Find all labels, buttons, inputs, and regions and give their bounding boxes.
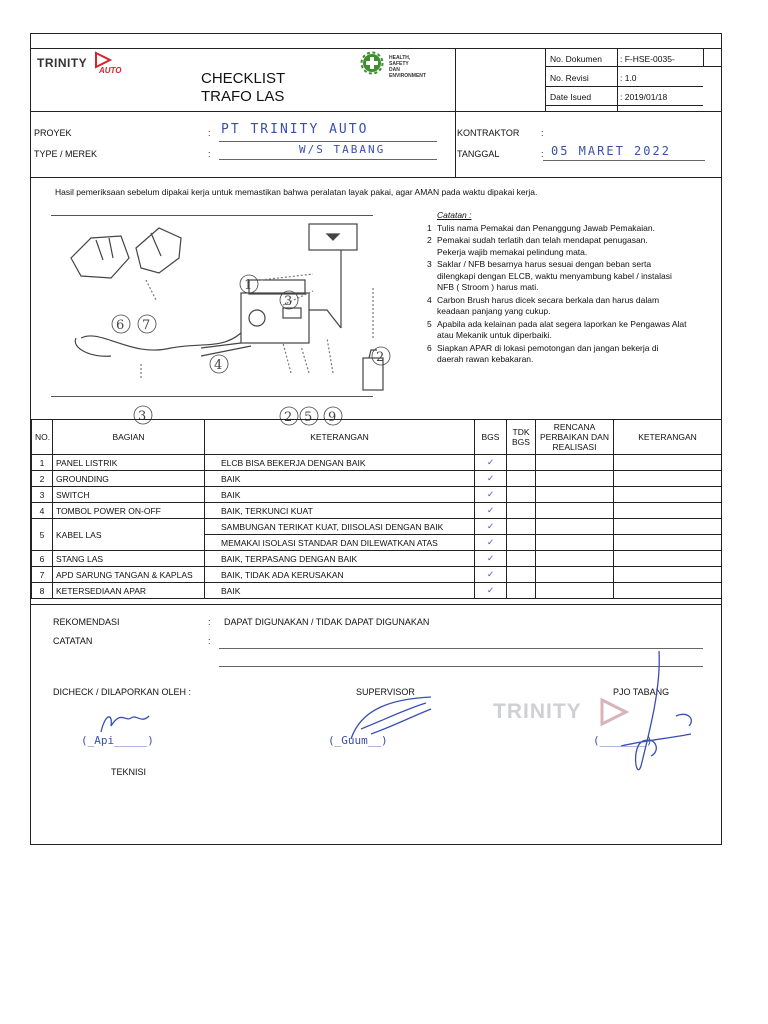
- company-stamp: TRINITY: [493, 700, 582, 723]
- title-line-1: CHECKLIST: [201, 70, 286, 87]
- pjo-sign-name: (_______): [593, 734, 653, 747]
- row-keterangan: BAIK: [205, 583, 475, 599]
- intro-text: Hasil pemeriksaan sebelum dipakai kerja untuk memastikan bahwa peralatan layak pakai, agar AMAN pada waktu dipakai kerja.: [55, 187, 538, 197]
- row-bgs-tick: ✓: [475, 455, 507, 471]
- row-keterangan-2: [614, 471, 722, 487]
- hse-logo: [361, 52, 426, 79]
- footer-divider: [31, 604, 721, 605]
- notes-block: [427, 210, 719, 366]
- row-bgs-tick: ✓: [475, 503, 507, 519]
- row-rencana: [536, 567, 614, 583]
- row-bgs-tick: ✓: [475, 551, 507, 567]
- diagram-label-3a: 3: [284, 294, 293, 309]
- row-tdk-bgs: [507, 535, 536, 551]
- header-hline-1: [545, 66, 721, 67]
- trinity-logo-text: TRINITY: [37, 56, 88, 70]
- row-tdk-bgs: [507, 487, 536, 503]
- header-vline-4: [703, 48, 704, 66]
- doc-number-label: No. Dokumen: [550, 54, 602, 64]
- note-line: dilengkapi dengan ELCB, waktu menyambung kabel / instalasi: [437, 270, 672, 281]
- note-item: [427, 235, 719, 258]
- hse-gear-icon: [361, 52, 383, 74]
- project-vline: [455, 111, 456, 177]
- note-number: 1: [427, 222, 432, 233]
- supervisor-sign-name: (_Guum__): [328, 734, 388, 747]
- pjo-label: PJO TABANG: [613, 687, 670, 697]
- diagram-label-2b: 2: [284, 410, 293, 425]
- row-keterangan: BAIK, TERKUNCI KUAT: [205, 503, 475, 519]
- note-line: atau Mekanik untuk diperbaiki.: [437, 330, 552, 340]
- row-bgs-tick: ✓: [475, 471, 507, 487]
- note-line: keadaan panjang yang cukup.: [437, 306, 551, 316]
- note-line: Tulis nama Pemakai dan Penanggung Jawab Pemakaian.: [437, 222, 655, 233]
- row-no: 5: [32, 519, 53, 551]
- row-keterangan-2: [614, 583, 722, 599]
- tanggal-colon: :: [541, 149, 544, 159]
- row-no: 6: [32, 551, 53, 567]
- header-hline-2: [545, 86, 703, 87]
- row-tdk-bgs: [507, 567, 536, 583]
- table-body: [32, 455, 722, 599]
- note-line: Apabila ada kelainan pada alat segera laporkan ke Pengawas Alat: [437, 318, 687, 329]
- note-item: [427, 259, 719, 294]
- row-bgs-tick: ✓: [475, 567, 507, 583]
- note-line: Siapkan APAR di lokasi pemotongan dan jangan bekerja di: [437, 342, 659, 353]
- table-row: [32, 583, 722, 599]
- row-keterangan-2: [614, 455, 722, 471]
- row-keterangan: BAIK: [205, 471, 475, 487]
- row-bagian: KABEL LAS: [53, 519, 205, 551]
- row-bgs-tick: ✓: [475, 519, 507, 535]
- row-no: 3: [32, 487, 53, 503]
- note-line: NFB ( Stroom ) harus mati.: [437, 282, 539, 292]
- row-bagian: GROUNDING: [53, 471, 205, 487]
- project-divider: [31, 177, 721, 178]
- table-row: [32, 551, 722, 567]
- teknisi-sign-name: (_Api_____): [81, 734, 154, 747]
- proyek-underline: [219, 141, 437, 142]
- row-bagian: APD SARUNG TANGAN & KAPLAS: [53, 567, 205, 583]
- tanggal-value: 05 MARET 2022: [551, 144, 671, 158]
- revision-value: : 1.0: [620, 73, 637, 83]
- notes-title: Catatan :: [437, 210, 472, 220]
- diagram-label-3b: 3: [138, 409, 147, 424]
- form-title: [201, 70, 285, 106]
- diagram-label-6: 6: [116, 318, 125, 333]
- type-label: TYPE / MEREK: [34, 149, 98, 159]
- row-rencana: [536, 583, 614, 599]
- checklist-table: [31, 419, 722, 599]
- col-keterangan-2: KETERANGAN: [614, 420, 722, 455]
- hse-logo-line-2: DAN ENVIRONMENT: [389, 67, 426, 79]
- date-issued-label: Date Isued: [550, 92, 592, 102]
- col-rencana: RENCANA PERBAIKAN DAN REALISASI: [536, 420, 614, 455]
- row-tdk-bgs: [507, 471, 536, 487]
- row-tdk-bgs: [507, 551, 536, 567]
- rekomendasi-colon: :: [208, 617, 211, 627]
- row-bagian: SWITCH: [53, 487, 205, 503]
- notes-list: [427, 223, 719, 366]
- row-keterangan: ELCB BISA BEKERJA DENGAN BAIK: [205, 455, 475, 471]
- header-vline-1: [455, 48, 456, 111]
- note-line: Pekerja wajib memakai pelindung mata.: [437, 246, 588, 257]
- hse-logo-line-1: HEALTH, SAFETY: [389, 55, 411, 67]
- kontraktor-label: KONTRAKTOR: [457, 128, 520, 138]
- table-header-row: [32, 420, 722, 455]
- table-row: [32, 471, 722, 487]
- diagram-bottom-line: [51, 396, 373, 397]
- row-keterangan: MEMAKAI ISOLASI STANDAR DAN DILEWATKAN ATAS: [205, 535, 475, 551]
- note-item: [427, 223, 719, 235]
- table-row: [32, 487, 722, 503]
- proyek-value: PT TRINITY AUTO: [221, 122, 369, 137]
- supervisor-label: SUPERVISOR: [356, 687, 415, 697]
- row-rencana: [536, 487, 614, 503]
- row-keterangan-2: [614, 487, 722, 503]
- row-keterangan-2: [614, 535, 722, 551]
- note-line: Saklar / NFB besarnya harus sesuai dengan beban serta: [437, 259, 652, 269]
- table-row: [32, 503, 722, 519]
- table-row: [32, 455, 722, 471]
- gloves-icon: [71, 228, 181, 278]
- row-keterangan-2: [614, 503, 722, 519]
- type-value: W/S TABANG: [299, 143, 386, 156]
- row-bagian: PANEL LISTRIK: [53, 455, 205, 471]
- row-keterangan-2: [614, 551, 722, 567]
- row-keterangan-2: [614, 519, 722, 535]
- teknisi-label: TEKNISI: [111, 767, 147, 777]
- note-text: [437, 343, 658, 366]
- row-keterangan: SAMBUNGAN TERIKAT KUAT, DIISOLASI DENGAN BAIK: [205, 519, 475, 535]
- row-no: 7: [32, 567, 53, 583]
- trinity-logo: [37, 54, 122, 75]
- row-keterangan-2: [614, 567, 722, 583]
- note-number: 3: [427, 259, 432, 269]
- trinity-logo-sub: AUTO: [99, 66, 122, 75]
- row-keterangan: BAIK, TERPASANG DENGAN BAIK: [205, 551, 475, 567]
- doc-number-value: : F-HSE-0035-: [620, 54, 675, 64]
- row-rencana: [536, 535, 614, 551]
- row-bgs-tick: ✓: [475, 535, 507, 551]
- table-row: [32, 519, 722, 535]
- row-rencana: [536, 519, 614, 535]
- diagram-label-1: 1: [244, 278, 253, 293]
- row-rencana: [536, 503, 614, 519]
- row-rencana: [536, 455, 614, 471]
- header-divider: [31, 111, 721, 112]
- note-line: daerah rawan kebakaran.: [437, 354, 534, 364]
- diagram-label-4: 4: [214, 358, 223, 373]
- checklist-sheet: [30, 33, 722, 845]
- row-bgs-tick: ✓: [475, 487, 507, 503]
- proyek-colon: :: [208, 128, 211, 138]
- diagram-top-line: [51, 215, 373, 216]
- note-text: [437, 259, 672, 294]
- diagram-label-2a: 2: [376, 350, 385, 365]
- date-issued-value: : 2019/01/18: [620, 92, 668, 102]
- row-keterangan: BAIK: [205, 487, 475, 503]
- note-number: 4: [427, 294, 432, 305]
- welding-equipment-diagram: [51, 218, 391, 425]
- row-no: 2: [32, 471, 53, 487]
- row-tdk-bgs: [507, 519, 536, 535]
- catatan-label: CATATAN: [53, 636, 93, 646]
- row-bagian: KETERSEDIAAN APAR: [53, 583, 205, 599]
- note-number: 2: [427, 235, 432, 245]
- row-tdk-bgs: [507, 503, 536, 519]
- diagram-label-5: 5: [304, 410, 313, 425]
- col-bgs: BGS: [475, 420, 507, 455]
- row-bagian: STANG LAS: [53, 551, 205, 567]
- note-number: 5: [427, 318, 432, 329]
- row-bagian: TOMBOL POWER ON-OFF: [53, 503, 205, 519]
- note-line: Pemakai sudah terlatih dan telah mendapat penugasan.: [437, 235, 648, 245]
- type-colon: :: [208, 149, 211, 159]
- row-keterangan: BAIK, TIDAK ADA KERUSAKAN: [205, 567, 475, 583]
- row-rencana: [536, 551, 614, 567]
- revision-label: No. Revisi: [550, 73, 589, 83]
- row-rencana: [536, 471, 614, 487]
- note-text: [437, 319, 687, 342]
- note-text: [437, 223, 655, 235]
- rekomendasi-value: DAPAT DIGUNAKAN / TIDAK DAPAT DIGUNAKAN: [224, 617, 430, 627]
- diagram-label-7: 7: [142, 318, 151, 333]
- note-item: [427, 343, 719, 366]
- note-item: [427, 319, 719, 342]
- header-vline-3: [617, 48, 618, 111]
- row-bgs-tick: ✓: [475, 583, 507, 599]
- row-tdk-bgs: [507, 583, 536, 599]
- col-tdk-bgs: TDK BGS: [507, 420, 536, 455]
- note-text: [437, 295, 659, 318]
- row-tdk-bgs: [507, 455, 536, 471]
- note-item: [427, 295, 719, 318]
- row-no: 8: [32, 583, 53, 599]
- row-no: 4: [32, 503, 53, 519]
- col-bagian: BAGIAN: [53, 420, 205, 455]
- note-line: Carbon Brush harus dicek secara berkala dan harus dalam: [437, 294, 660, 305]
- row-no: 1: [32, 455, 53, 471]
- tanggal-underline: [543, 160, 705, 161]
- proyek-label: PROYEK: [34, 128, 72, 138]
- note-text: [437, 235, 648, 258]
- header-vline-2: [545, 48, 546, 111]
- rekomendasi-label: REKOMENDASI: [53, 617, 120, 627]
- catatan-colon: :: [208, 636, 211, 646]
- dicheck-label: DICHECK / DILAPORKAN OLEH :: [53, 687, 192, 697]
- table-row: [32, 567, 722, 583]
- col-no: NO.: [32, 420, 53, 455]
- pjo-signature-icon: [601, 646, 711, 786]
- col-keterangan: KETERANGAN: [205, 420, 475, 455]
- title-line-2: TRAFO LAS: [201, 88, 285, 105]
- header-hline-3: [545, 105, 703, 106]
- type-underline: [219, 159, 437, 160]
- tanggal-label: TANGGAL: [457, 149, 500, 159]
- diagram-label-9: 9: [328, 410, 337, 425]
- kontraktor-colon: :: [541, 128, 544, 138]
- note-number: 6: [427, 342, 432, 353]
